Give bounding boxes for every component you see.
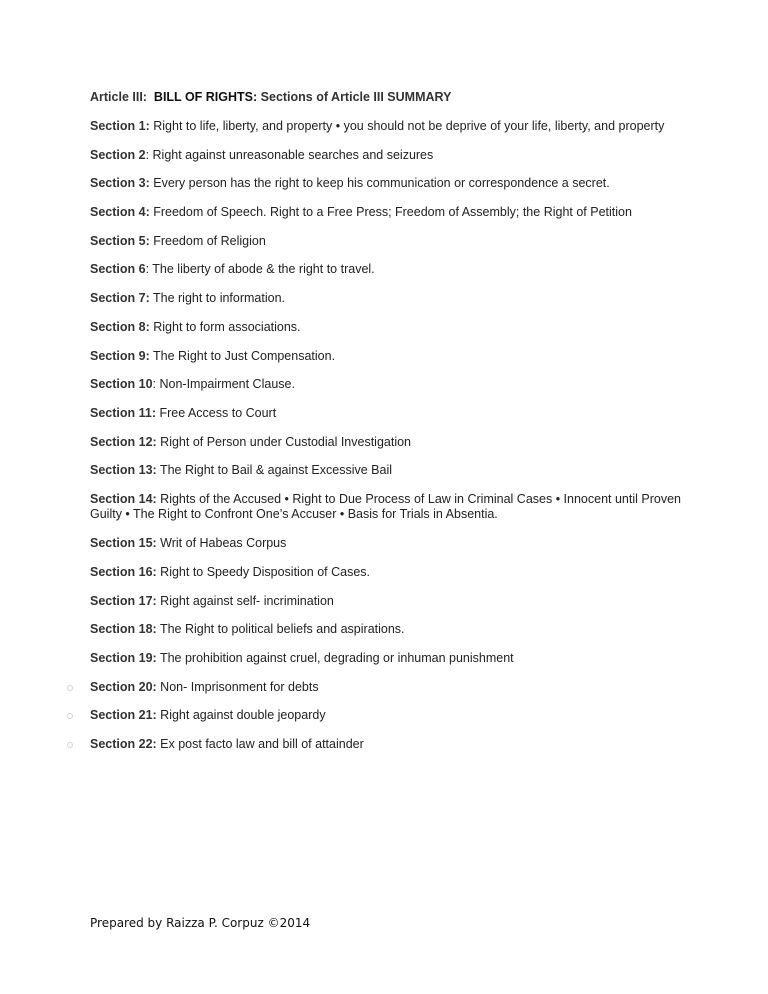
section-21 — [90, 708, 690, 724]
footer-credit: Prepared by Raizza P. Corpuz ©2014 — [90, 916, 311, 930]
section-10 — [90, 377, 690, 393]
section-label: Section 8: — [90, 319, 150, 334]
title-suffix: Sections of Article III SUMMARY — [260, 90, 452, 104]
section-text: Right to life, liberty, and property • you should not be deprive of your life, liberty, and property — [153, 119, 665, 133]
section-text: Freedom of Religion — [153, 233, 266, 248]
section-label: Section 4: — [90, 205, 150, 220]
section-label: Section 22: — [90, 736, 157, 751]
section-1 — [90, 119, 690, 135]
section-text: Non- Imprisonment for debts — [160, 679, 319, 694]
section-17 — [90, 594, 690, 610]
title-prefix: Article III: — [90, 90, 147, 104]
section-13 — [90, 463, 690, 479]
section-14 — [90, 492, 690, 523]
section-11 — [90, 406, 690, 422]
section-text: Free Access to Court — [159, 405, 277, 420]
section-label: Section 9: — [90, 348, 150, 363]
section-label: Section 7: — [90, 291, 150, 306]
section-label: Section 13: — [90, 463, 157, 478]
bullet-icon — [67, 685, 73, 691]
section-text: : Non-Impairment Clause. — [152, 377, 295, 392]
section-label: Section 17: — [90, 593, 157, 608]
section-3 — [90, 176, 690, 192]
title-main: BILL OF RIGHTS: — [153, 90, 258, 104]
section-text: Rights of the Accused • Right to Due Process of Law in Criminal Cases • Innocent until Proven Guilty • The Right to Confront One’s Accuser • Basis for Trials in Absentia. — [90, 491, 681, 522]
section-2 — [90, 148, 690, 164]
section-text: The right to information. — [153, 291, 286, 306]
section-19 — [90, 651, 690, 667]
section-label: Section 5: — [90, 233, 150, 248]
section-text: Right of Person under Custodial Investigation — [160, 434, 412, 449]
section-text: Writ of Habeas Corpus — [160, 536, 287, 551]
section-text: Right to form associations. — [153, 319, 301, 334]
section-5 — [90, 234, 690, 250]
section-text: Right against double jeopardy — [160, 708, 326, 723]
section-label: Section 14: — [90, 491, 157, 506]
section-label: Section 16: — [90, 564, 157, 579]
section-text: : The liberty of abode & the right to travel. — [145, 262, 375, 277]
section-text: : Right against unreasonable searches and seizures — [145, 147, 434, 162]
document-title — [90, 90, 451, 104]
section-label: Section 6 — [90, 262, 146, 277]
section-label: Section 12: — [90, 434, 157, 449]
section-label: Section 15: — [90, 536, 157, 551]
section-label: Section 2 — [90, 147, 146, 162]
section-7 — [90, 291, 690, 307]
section-6 — [90, 262, 690, 278]
section-22 — [90, 737, 690, 753]
section-list — [90, 119, 690, 766]
section-label: Section 1: — [90, 119, 150, 133]
section-12 — [90, 435, 690, 451]
section-15 — [90, 536, 690, 552]
section-18 — [90, 622, 690, 638]
section-label: Section 10 — [90, 377, 153, 392]
bullet-icon — [67, 713, 73, 719]
section-label: Section 20: — [90, 679, 157, 694]
section-9 — [90, 349, 690, 365]
section-text: The Right to Bail & against Excessive Bail — [159, 463, 392, 478]
section-text: Freedom of Speech. Right to a Free Press; Freedom of Assembly; the Right of Petition — [153, 205, 632, 220]
section-text: Every person has the right to keep his communication or correspondence a secret. — [153, 176, 610, 191]
section-20 — [90, 680, 690, 696]
section-label: Section 19: — [90, 650, 157, 665]
section-label: Section 21: — [90, 708, 157, 723]
section-16 — [90, 565, 690, 581]
section-text: The Right to Just Compensation. — [153, 348, 336, 363]
section-label: Section 18: — [90, 622, 157, 637]
section-text: Ex post facto law and bill of attainder — [160, 736, 364, 751]
section-text: Right to Speedy Disposition of Cases. — [160, 564, 371, 579]
section-label: Section 11: — [90, 405, 156, 420]
section-8 — [90, 320, 690, 336]
section-label: Section 3: — [90, 176, 150, 191]
section-text: The prohibition against cruel, degrading or inhuman punishment — [159, 650, 514, 665]
section-4 — [90, 205, 690, 221]
bullet-icon — [67, 742, 73, 748]
section-text: Right against self- incrimination — [160, 593, 334, 608]
section-text: The Right to political beliefs and aspirations. — [159, 622, 405, 637]
